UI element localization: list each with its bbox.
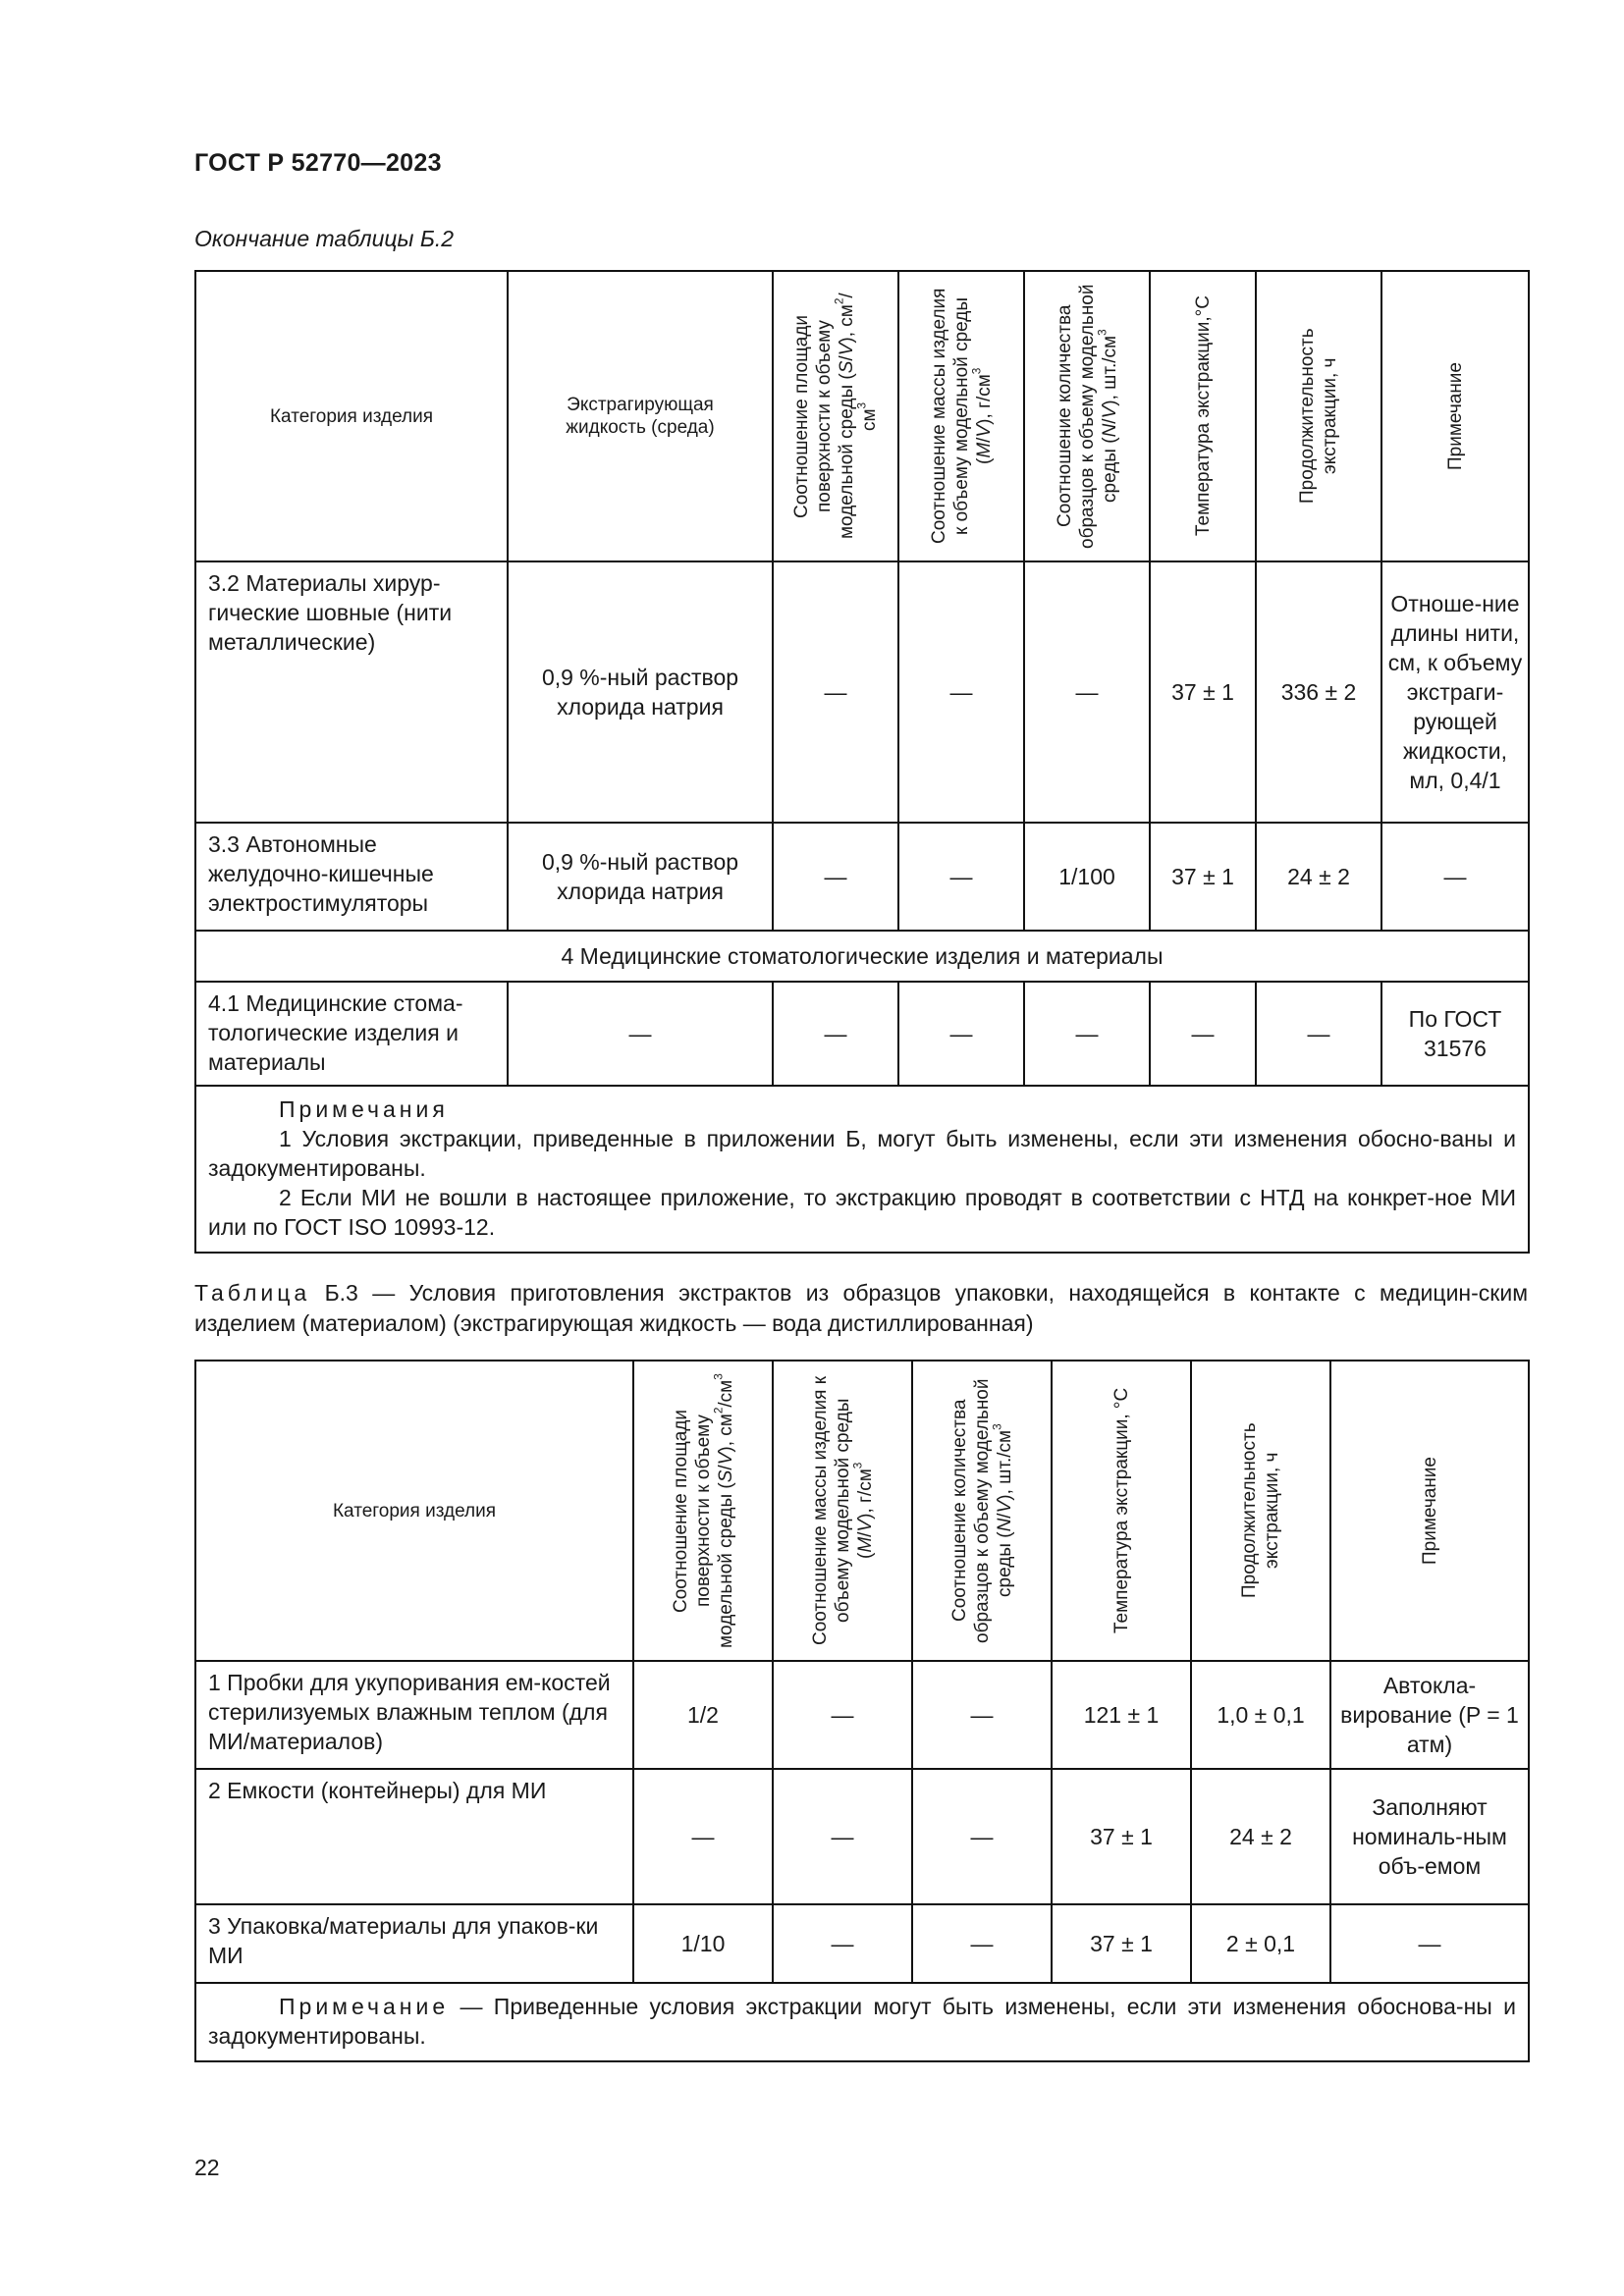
table-row [195, 1769, 1529, 1904]
note-label: Примечание [279, 1994, 450, 2019]
row-category: 3.2 Материалы хирур-гические шовные (нити металлические) [195, 561, 508, 823]
table-continuation-caption: Окончание таблицы Б.2 [194, 226, 455, 251]
row-nv: — [912, 1769, 1052, 1904]
row-duration: 2 ± 0,1 [1191, 1904, 1330, 1983]
row-temp: 37 ± 1 [1052, 1904, 1191, 1983]
column-header-note-text: Примечание [1419, 1457, 1440, 1565]
row-nv: — [912, 1661, 1052, 1769]
row-category: 1 Пробки для укупоривания ем-костей стерилизуемых влажным теплом (для МИ/материалов) [195, 1661, 633, 1769]
row-liquid: — [508, 982, 773, 1086]
column-header-temp [1150, 271, 1256, 561]
notes-heading: Примечания [279, 1096, 449, 1122]
notes-cell [195, 1086, 1529, 1253]
column-header-duration-text: Продолжительность экстракции, ч [1297, 328, 1340, 505]
row-mv: — [773, 1904, 912, 1983]
row-temp: 37 ± 1 [1052, 1769, 1191, 1904]
row-sv: — [633, 1769, 773, 1904]
row-note: Автокла-вирование (P = 1 атм) [1330, 1661, 1529, 1769]
note-1: 1 Условия экстракции, приведенные в приложении Б, могут быть изменены, если эти изменения обосно-ваны и задокументированы. [208, 1126, 1516, 1181]
column-header-liquid: Экстрагирующая жидкость (среда) [508, 271, 773, 561]
column-header-mv-text: Соотношение массы изделия к объему модельной среды (M/V), $г/см^3$ [809, 1375, 876, 1646]
note-text: — Приведенные условия экстракции могут быть изменены, если эти изменения обоснова-ны и задокументированы. [208, 1994, 1516, 2049]
column-header-category: Категория изделия [195, 271, 508, 561]
row-nv: — [912, 1904, 1052, 1983]
row-note: По ГОСТ 31576 [1381, 982, 1529, 1086]
row-category: 4.1 Медицинские стома-тологические изделия и материалы [195, 982, 508, 1086]
row-nv: — [1024, 982, 1150, 1086]
column-header-nv [1024, 271, 1150, 561]
row-duration: 24 ± 2 [1256, 823, 1381, 931]
row-note: Отноше-ние длины нити, см, к объему экстраги-рующей жидкости, мл, 0,4/1 [1381, 561, 1529, 823]
row-temp: 37 ± 1 [1150, 823, 1256, 931]
row-temp: 37 ± 1 [1150, 561, 1256, 823]
column-header-sv-text: Соотношение площади поверхности к объему модельной среды (S/V), $см^2/см^3$ [670, 1373, 736, 1648]
row-category: 3.3 Автономные желудочно-кишечные электростимуляторы [195, 823, 508, 931]
row-note: — [1381, 823, 1529, 931]
table-b3-title [194, 1278, 1528, 1339]
notes-row [195, 1983, 1529, 2061]
notes-cell [195, 1983, 1529, 2061]
row-note: — [1330, 1904, 1529, 1983]
table-row [195, 1661, 1529, 1769]
column-header-mv [898, 271, 1024, 561]
column-header-duration [1191, 1361, 1330, 1661]
column-header-nv-text: Соотношение количества образцов к объему модельной среды (N/V), $шт./см^3$ [1054, 284, 1120, 549]
note-2: 2 Если МИ не вошли в настоящее приложение, то экстракцию проводят в соответствии с НТД на конкрет-ное МИ или по ГОСТ ISO 10993-12. [208, 1185, 1516, 1240]
table-row [195, 823, 1529, 931]
row-mv: — [773, 1769, 912, 1904]
standard-code: ГОСТ Р 52770—2023 [194, 149, 442, 177]
table-b2 [194, 270, 1530, 1254]
row-liquid: 0,9 %-ный раствор хлорида натрия [508, 561, 773, 823]
row-mv: — [898, 823, 1024, 931]
row-liquid: 0,9 %-ный раствор хлорида натрия [508, 823, 773, 931]
column-header-temp-text: Температура экстракции, °С [1110, 1387, 1132, 1634]
row-sv: — [773, 823, 898, 931]
column-header-mv-text: Соотношение массы изделия к объему модельной среды (M/V), $г/см^3$ [928, 288, 995, 545]
column-header-sv-text: Соотношение площади поверхности к объему модельной среды (S/V), $см^2/см^3$ [791, 293, 880, 540]
column-header-note-text: Примечание [1444, 362, 1466, 470]
table-b3-caption: Б.3 — Условия приготовления экстрактов из образцов упаковки, находящейся в контакте с медицин-ским изделием (материалом) (экстрагирующая жидкость — вода дистиллированная) [194, 1280, 1529, 1336]
row-mv: — [773, 1661, 912, 1769]
table-header-row [195, 271, 1529, 561]
column-header-mv [773, 1361, 912, 1661]
column-header-temp-text: Температура экстракции,°С [1192, 295, 1214, 537]
column-header-note [1330, 1361, 1529, 1661]
row-sv: — [773, 561, 898, 823]
row-note: Заполняют номиналь-ным объ-емом [1330, 1769, 1529, 1904]
page-number: 22 [194, 2155, 220, 2180]
table-row [195, 1904, 1529, 1983]
section-heading: 4 Медицинские стоматологические изделия и материалы [195, 931, 1529, 982]
table-label: Таблица [194, 1280, 311, 1306]
table-row [195, 982, 1529, 1086]
table-header-row [195, 1361, 1529, 1661]
row-nv: — [1024, 561, 1150, 823]
column-header-sv [773, 271, 898, 561]
row-temp: 121 ± 1 [1052, 1661, 1191, 1769]
row-sv: — [773, 982, 898, 1086]
column-header-category: Категория изделия [195, 1361, 633, 1661]
column-header-duration-text: Продолжительность экстракции, ч [1239, 1422, 1282, 1599]
table-row [195, 561, 1529, 823]
column-header-temp [1052, 1361, 1191, 1661]
row-duration: — [1256, 982, 1381, 1086]
column-header-duration [1256, 271, 1381, 561]
notes-row [195, 1086, 1529, 1253]
row-duration: 24 ± 2 [1191, 1769, 1330, 1904]
column-header-note [1381, 271, 1529, 561]
table-note [208, 1992, 1516, 2051]
row-duration: 1,0 ± 0,1 [1191, 1661, 1330, 1769]
section-row [195, 931, 1529, 982]
column-header-sv [633, 1361, 773, 1661]
row-temp: — [1150, 982, 1256, 1086]
row-category: 3 Упаковка/материалы для упаков-ки МИ [195, 1904, 633, 1983]
column-header-nv [912, 1361, 1052, 1661]
row-duration: 336 ± 2 [1256, 561, 1381, 823]
row-mv: — [898, 561, 1024, 823]
table-b3 [194, 1360, 1530, 2062]
row-category: 2 Емкости (контейнеры) для МИ [195, 1769, 633, 1904]
column-header-nv-text: Соотношение количества образцов к объему модельной среды (N/V), $шт./см^3$ [948, 1378, 1015, 1643]
row-sv: 1/2 [633, 1661, 773, 1769]
row-nv: 1/100 [1024, 823, 1150, 931]
row-sv: 1/10 [633, 1904, 773, 1983]
row-mv: — [898, 982, 1024, 1086]
